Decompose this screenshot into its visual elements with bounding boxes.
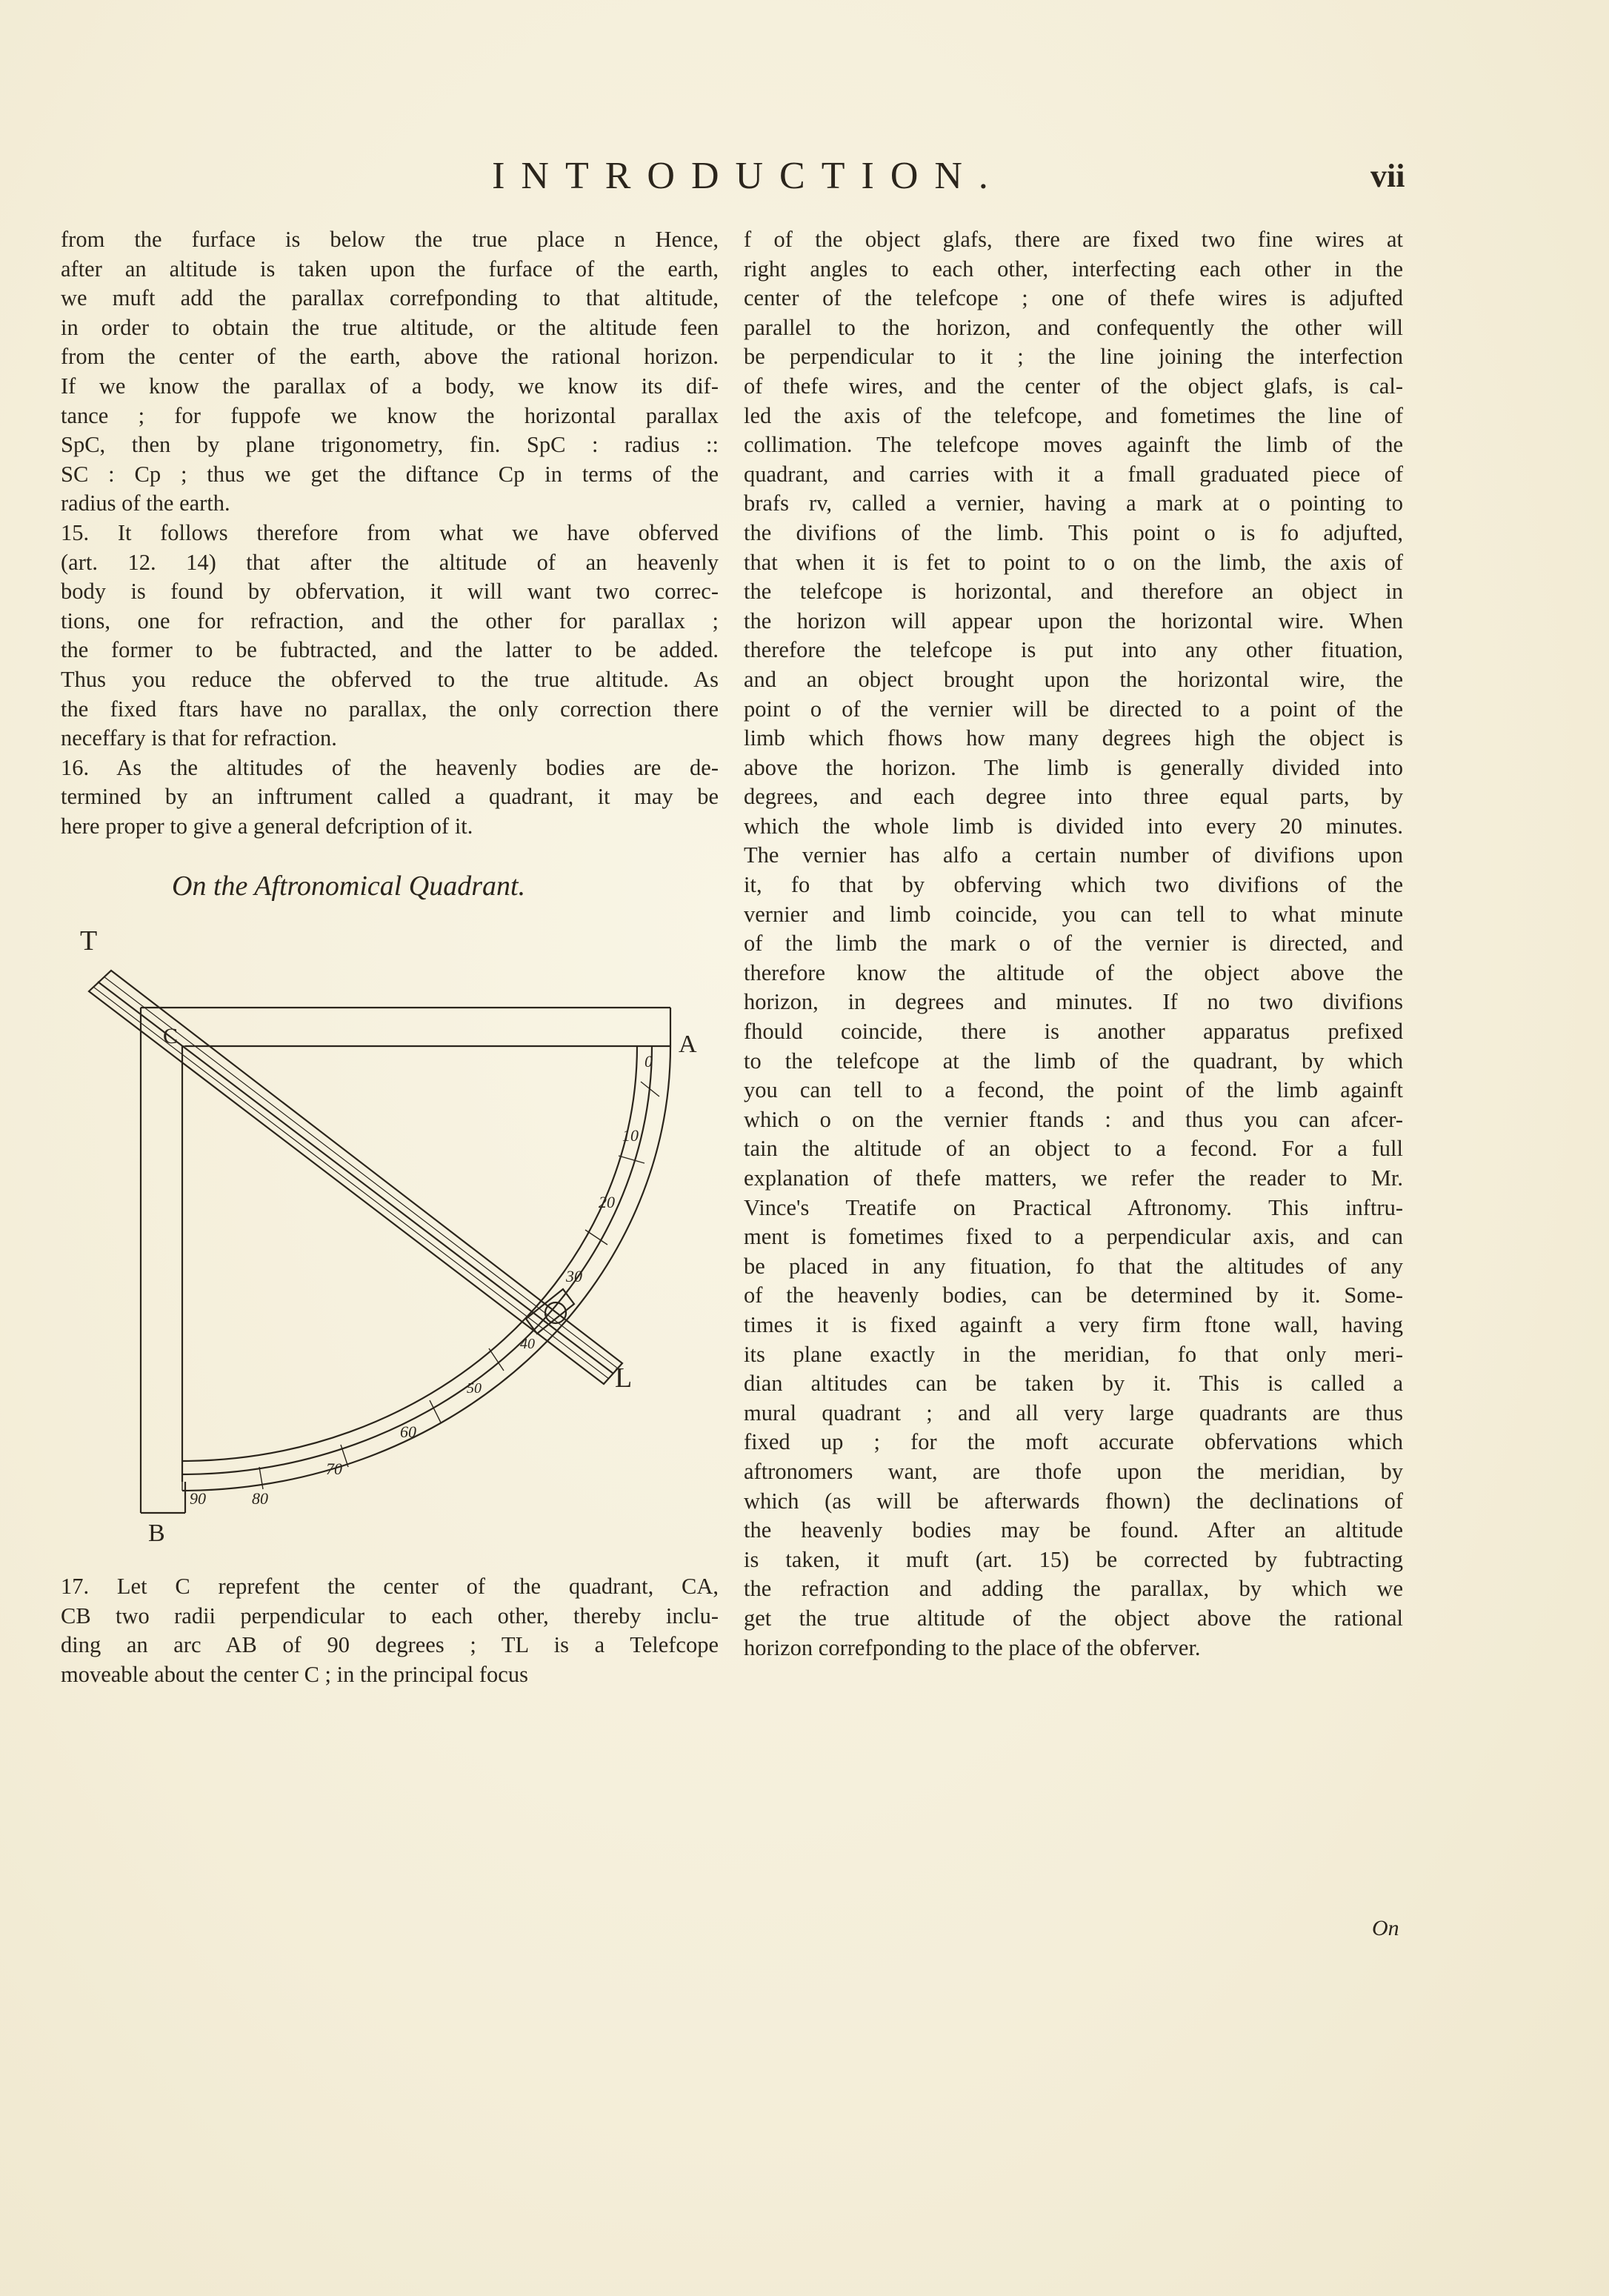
text-line: SpC, then by plane trigonometry, fin. SpC : radius :: [61, 432, 719, 458]
text-line: that when it is fet to point to o on the limb, the axis of [744, 549, 1403, 575]
text-line: vernier and limb coincide, you can tell to what minute [744, 901, 1403, 927]
text-line: and an object brought upon the horizontal wire, the [744, 666, 1403, 692]
page-number: vii [1370, 158, 1405, 194]
text-line: horizon, in degrees and minutes. If no two divifions [744, 989, 1403, 1015]
text-line: ding an arc AB of 90 degrees ; TL is a Telefcope [61, 1632, 719, 1658]
text-line: from the furface is below the true place n Hence, [61, 227, 719, 252]
limb-arc-middle [182, 1046, 652, 1474]
text-line: the telefcope is horizontal, and therefore an object in [744, 579, 1403, 605]
scale-0: 0 [644, 1052, 653, 1071]
scale-20: 20 [599, 1193, 615, 1211]
text-line: f of the object glafs, there are fixed two fine wires at [744, 227, 1403, 252]
label-b: B [148, 1520, 165, 1547]
text-line: tain the altitude of an object to a fecond. For a full [744, 1136, 1403, 1162]
text-line: limb which fhows how many degrees high the object is [744, 725, 1403, 751]
text-line: times it is fixed againft a very firm ftone wall, having [744, 1311, 1403, 1337]
tick-60 [430, 1400, 441, 1422]
text-line: we muft add the parallax correfponding to that altitude, [61, 285, 719, 311]
text-line: which the whole limb is divided into every 20 minutes. [744, 813, 1403, 839]
text-line: dian altitudes can be taken by it. This is called a [744, 1371, 1403, 1397]
text-line: CB two radii perpendicular to each other, thereby inclu- [61, 1603, 719, 1628]
text-line: fhould coincide, there is another apparatus prefixed [744, 1019, 1403, 1045]
text-line: of the heavenly bodies, can be determined by it. Some- [744, 1282, 1403, 1308]
limb-arc-inner [182, 1046, 637, 1461]
text-line: center of the telefcope ; one of thefe wires is adjufted [744, 285, 1403, 311]
text-line: degrees, and each degree into three equal parts, by [744, 784, 1403, 810]
text-line: If we know the parallax of a body, we know its dif- [61, 373, 719, 399]
text-line: which (as will be afterwards fhown) the declinations of [744, 1488, 1403, 1514]
text-line: from the center of the earth, above the rational horizon. [61, 344, 719, 370]
text-line: to the telefcope at the limb of the quadrant, by which [744, 1048, 1403, 1074]
limb-arc-outer [182, 1046, 670, 1491]
text-line: be placed in any fituation, fo that the altitudes of any [744, 1253, 1403, 1279]
text-line: the divifions of the limb. This point o is fo adjufted, [744, 519, 1403, 545]
text-line: The vernier has alfo a certain number of divifions upon [744, 842, 1403, 868]
text-line: after an altitude is taken upon the furface of the earth, [61, 256, 719, 282]
label-c: C [163, 1024, 179, 1048]
text-line: ment is fometimes fixed to a perpendicular axis, and can [744, 1224, 1403, 1250]
text-line: right angles to each other, interfecting each other in the [744, 256, 1403, 282]
text-line: (art. 12. 14) that after the altitude of an heavenly [61, 549, 719, 575]
text-line: therefore know the altitude of the object above the [744, 959, 1403, 985]
text-line: therefore the telefcope is put into any other fituation, [744, 637, 1403, 663]
text-line: point o of the vernier will be directed to a point of the [744, 696, 1403, 722]
telescope-inner-line [104, 976, 618, 1368]
scale-90: 90 [190, 1489, 206, 1508]
right-column-text [744, 225, 1403, 1663]
tick-30 [585, 1230, 607, 1245]
text-line: termined by an inftrument called a quadrant, it may be [61, 784, 719, 810]
text-line: above the horizon. The limb is generally divided into [744, 754, 1403, 780]
text-line: 15. It follows therefore from what we have obferved [61, 519, 719, 545]
scale-80: 80 [252, 1489, 268, 1508]
text-line: the heavenly bodies may be found. After an altitude [744, 1517, 1403, 1543]
text-line: neceffary is that for refraction. [61, 725, 337, 751]
label-a: A [679, 1031, 697, 1058]
text-line: 17. Let C reprefent the center of the quadrant, CA, [61, 1574, 719, 1599]
text-line: horizon correfponding to the place of the obferver. [744, 1634, 1201, 1660]
text-line: you can tell to a fecond, the point of the limb againft [744, 1077, 1403, 1103]
tick-20 [619, 1156, 644, 1163]
left-column-bottom-text [61, 1572, 719, 1689]
text-line: the fixed ftars have no parallax, the only correction there [61, 696, 719, 722]
text-line: it, fo that by obferving which two divifions of the [744, 872, 1403, 898]
text-line: is taken, it muft (art. 15) be corrected by fubtracting [744, 1546, 1403, 1572]
text-line: led the axis of the telefcope, and fometimes the line of [744, 402, 1403, 428]
text-line: get the true altitude of the object above the rational [744, 1605, 1403, 1631]
text-line: Vince's Treatife on Practical Aftronomy. This inftru- [744, 1194, 1403, 1220]
text-line: collimation. The telefcope moves againft the limb of the [744, 432, 1403, 458]
text-line: brafs rv, called a vernier, having a mark at o pointing to [744, 490, 1403, 516]
tick-80 [259, 1467, 263, 1489]
text-line: SC : Cp ; thus we get the diftance Cp in terms of the [61, 461, 719, 487]
text-line: quadrant, and carries with it a fmall graduated piece of [744, 461, 1403, 487]
scale-10: 10 [622, 1126, 639, 1145]
text-line: moveable about the center C ; in the principal focus [61, 1661, 528, 1687]
label-l: L [615, 1362, 633, 1394]
text-line: which o on the vernier ftands : and thus you can afcer- [744, 1106, 1403, 1132]
text-line: the refraction and adding the parallax, by which we [744, 1576, 1403, 1602]
text-line: 16. As the altitudes of the heavenly bodies are de- [61, 754, 719, 780]
scale-40: 40 [520, 1336, 535, 1352]
text-line: aftronomers want, are thofe upon the meridian, by [744, 1458, 1403, 1484]
scale-30: 30 [566, 1267, 582, 1285]
text-line: Thus you reduce the obferved to the true altitude. As [61, 666, 719, 692]
quadrant-diagram [44, 919, 711, 1556]
text-line: fixed up ; for the moft accurate obfervations which [744, 1429, 1403, 1455]
text-line: of the limb the mark o of the vernier is directed, and [744, 931, 1403, 956]
text-line: here proper to give a general defcription of it. [61, 813, 473, 839]
section-heading: On the Aftronomical Quadrant. [172, 871, 526, 902]
text-line: radius of the earth. [61, 490, 230, 516]
text-line: in order to obtain the true altitude, or the altitude feen [61, 314, 719, 340]
text-line: explanation of thefe matters, we refer the reader to Mr. [744, 1165, 1403, 1191]
text-line: be perpendicular to it ; the line joining the interfection [744, 344, 1403, 370]
scale-60: 60 [400, 1422, 416, 1441]
text-line: parallel to the horizon, and confequently the other will [744, 314, 1403, 340]
scale-70: 70 [326, 1460, 342, 1478]
text-line: mural quadrant ; and all very large quadrants are thus [744, 1400, 1403, 1425]
text-line: tions, one for refraction, and the other for parallax ; [61, 608, 719, 633]
catchword: On [1372, 1916, 1399, 1940]
text-line: the former to be fubtracted, and the latter to be added. [61, 637, 719, 663]
left-column-top-text [61, 225, 719, 841]
scale-50: 50 [467, 1380, 482, 1397]
running-head-title: INTRODUCTION. [492, 155, 1005, 197]
text-line: tance ; for fuppofe we know the horizontal parallax [61, 402, 719, 428]
text-line: of thefe wires, and the center of the object glafs, is cal- [744, 373, 1403, 399]
text-line: its plane exactly in the meridian, fo that only meri- [744, 1341, 1403, 1367]
text-line: body is found by obfervation, it will want two correc- [61, 579, 719, 605]
label-t: T [80, 925, 98, 956]
text-line: the horizon will appear upon the horizontal wire. When [744, 608, 1403, 633]
